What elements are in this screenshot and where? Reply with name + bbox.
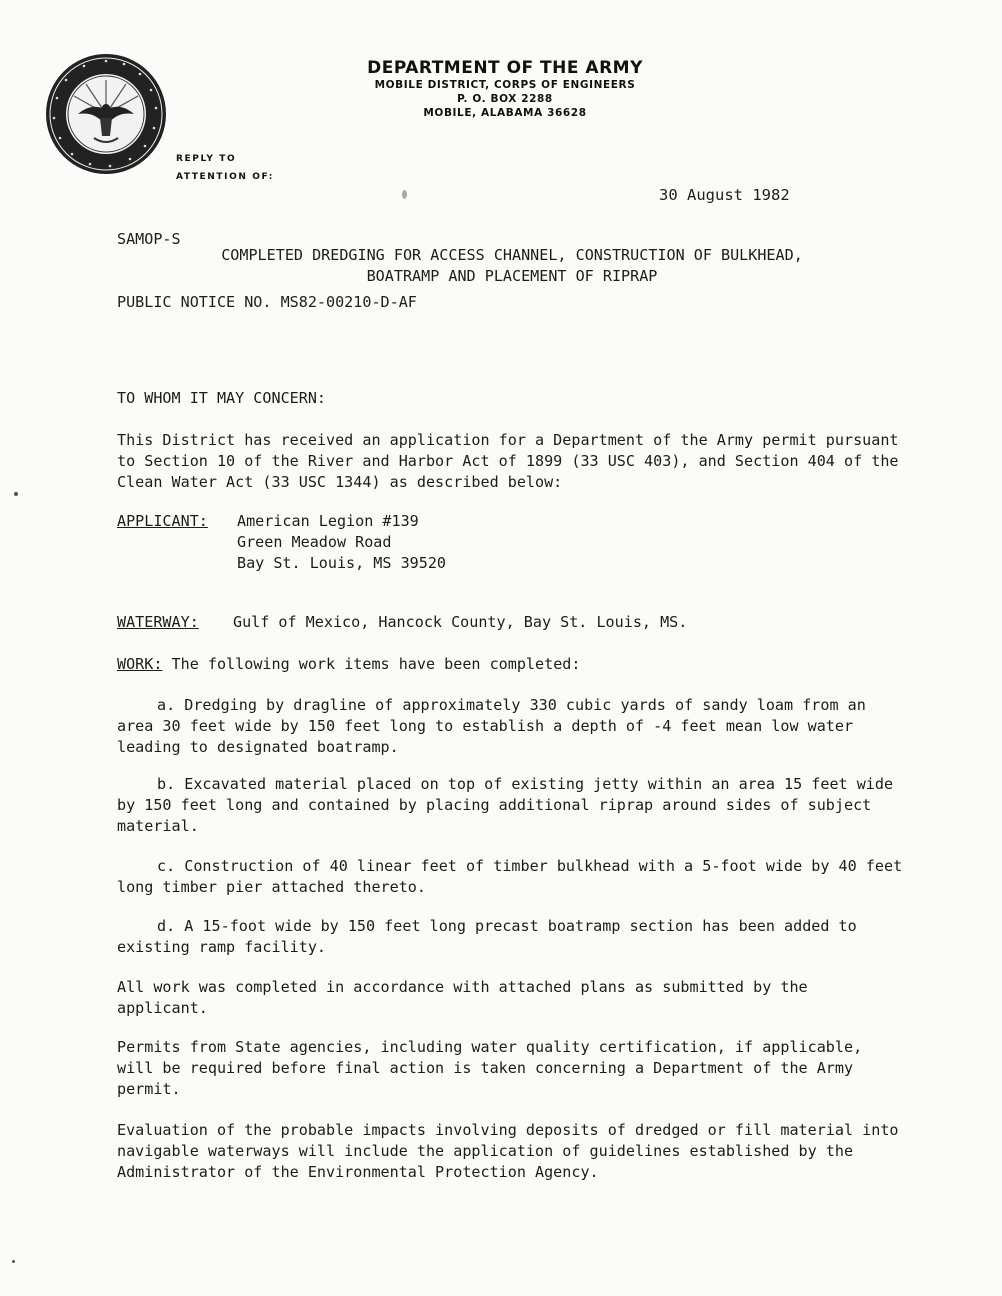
subject-heading: COMPLETED DREDGING FOR ACCESS CHANNEL, CONSTRUCTION OF BULKHEAD, BOATRAMP AND PLACEMENT OF RIPRAP [221,246,803,285]
paragraph-completion: All work was completed in accordance with attached plans as submitted by the applicant. [117,978,808,1017]
letterhead-line-2: P. O. BOX 2288 [457,93,553,105]
public-notice-number: PUBLIC NOTICE NO. MS82-00210-D-AF [117,293,417,311]
work-item-a: a. Dredging by dragline of approximately 330 cubic yards of sandy loam from an area 30 feet wide by 150 feet long to establish a depth of -4 feet mean low water leading to designated boatramp. [117,696,866,756]
applicant-street: Green Meadow Road [237,533,392,551]
letterhead-line-1: MOBILE DISTRICT, CORPS OF ENGINEERS [374,79,636,91]
scan-speck [14,492,18,496]
letter-date: 30 August 1982 [659,186,790,204]
applicant-address [237,511,446,574]
work-label: WORK: [117,655,163,673]
department-of-defense-seal-icon [44,52,168,176]
waterway-line [117,612,907,633]
office-code: SAMOP-S [117,230,181,248]
reply-to-label: REPLY TO ATTENTION OF: [176,154,274,182]
letterhead-line-3: MOBILE, ALABAMA 36628 [423,107,587,119]
salutation: TO WHOM IT MAY CONCERN: [117,389,327,407]
applicant-city: Bay St. Louis, MS 39520 [237,554,447,572]
paragraph-state-permits: Permits from State agencies, including water quality certification, if applicable, will be required before final action is taken concerning a Department of the Army permit. [117,1038,863,1098]
applicant-label: APPLICANT: [117,512,208,530]
department-name: DEPARTMENT OF THE ARMY [367,58,643,78]
intro-paragraph: This District has received an application for a Department of the Army permit pursuant to Section 10 of the River and Harbor Act of 1899 (33 USC 403), and Section 404 of the Clean Water Act (33 USC 1344) as described below: [117,431,899,491]
work-item-c: c. Construction of 40 linear feet of timber bulkhead with a 5-foot wide by 40 feet long timber pier attached thereto. [117,857,903,896]
applicant-name: American Legion #139 [237,512,419,530]
waterway-text: Gulf of Mexico, Hancock County, Bay St. Louis, MS. [232,613,688,631]
letterhead [300,58,710,120]
scan-speck [402,190,407,199]
scan-speck [12,1260,15,1263]
waterway-label: WATERWAY: [117,613,199,631]
work-line [117,654,907,675]
work-text: The following work items have been completed: [171,655,581,673]
work-item-b: b. Excavated material placed on top of existing jetty within an area 15 feet wide by 150 feet long and contained by placing additional riprap around sides of subject material. [117,775,894,835]
paragraph-evaluation: Evaluation of the probable impacts involving deposits of dredged or fill material into navigable waterways will include the application of guidelines established by the Administrator of the Environmental Protection Agency. [117,1121,899,1181]
work-item-d: d. A 15-foot wide by 150 feet long precast boatramp section has been added to existing ramp facility. [117,917,857,956]
